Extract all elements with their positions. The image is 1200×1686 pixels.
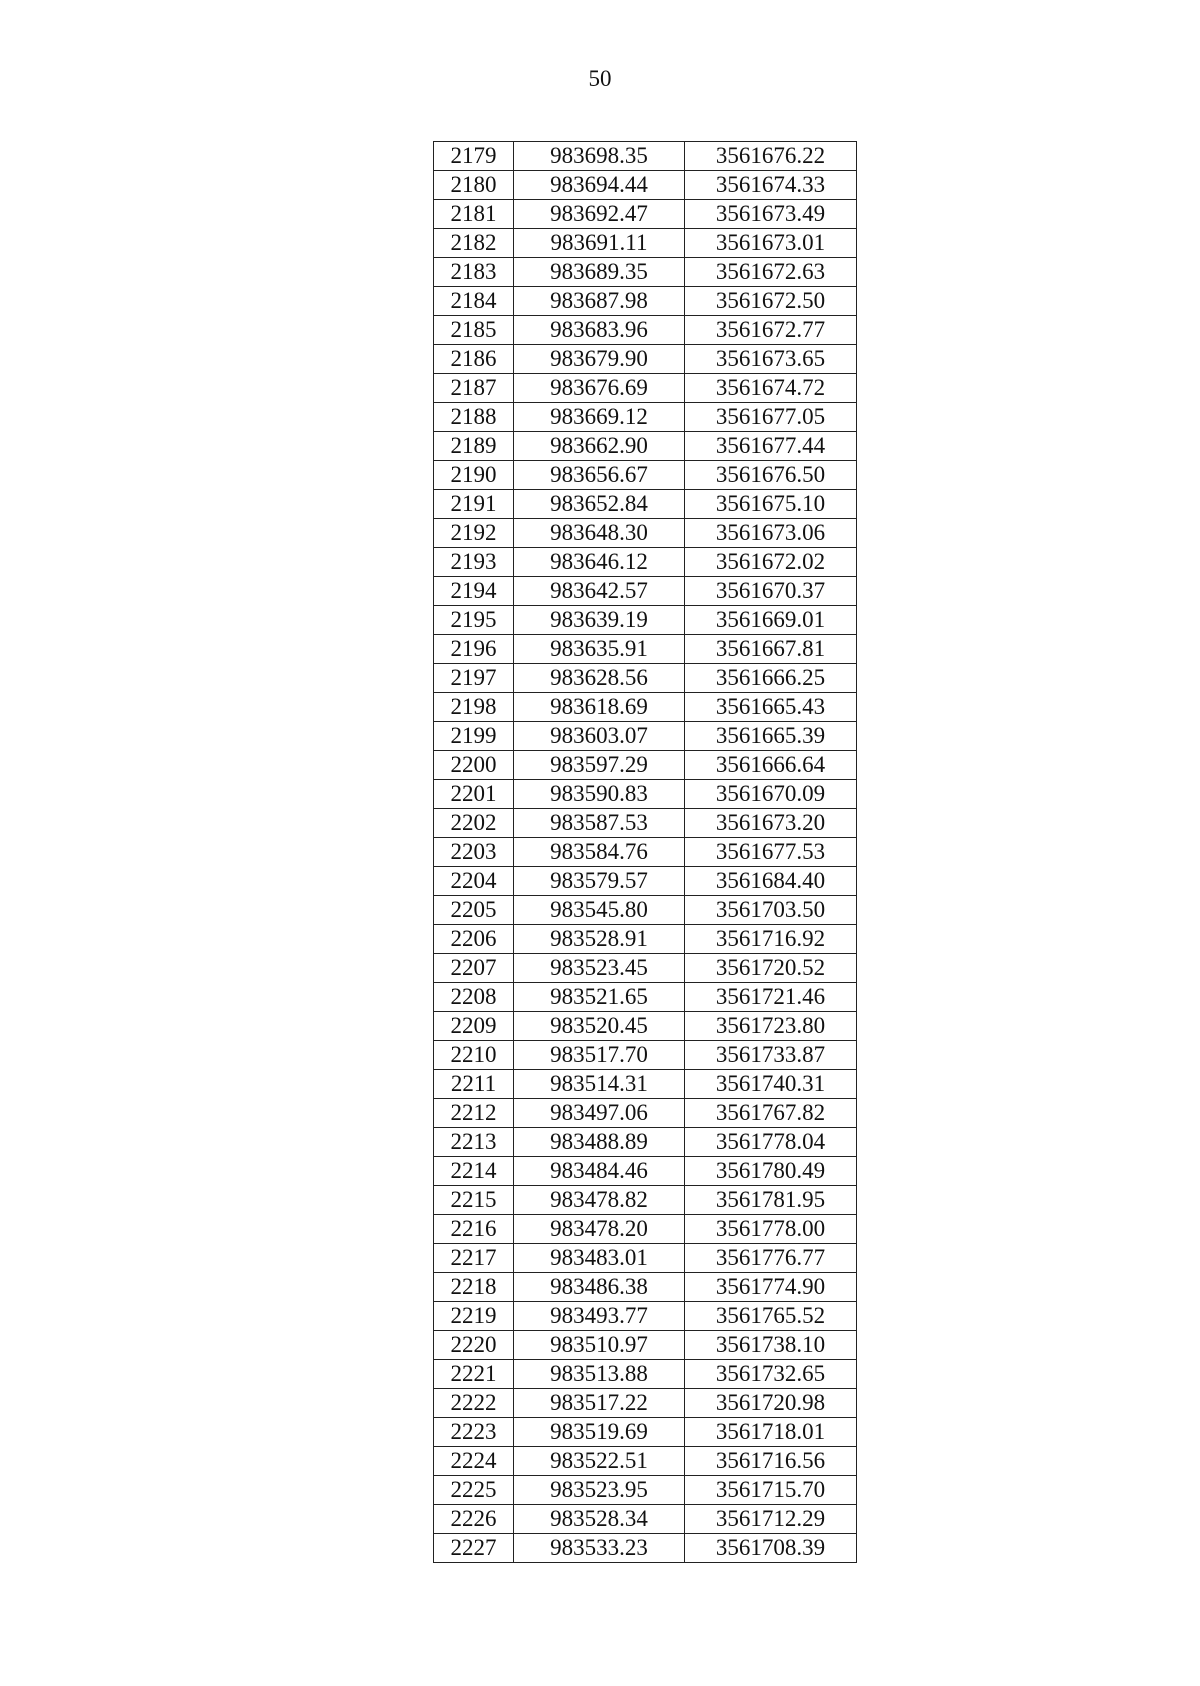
point-number-cell: 2180	[434, 171, 514, 200]
y-coordinate-cell: 3561677.53	[685, 838, 857, 867]
y-coordinate-cell: 3561712.29	[685, 1505, 857, 1534]
table-row	[434, 374, 857, 403]
table-row	[434, 229, 857, 258]
table-row	[434, 1476, 857, 1505]
table-row	[434, 1244, 857, 1273]
point-number-cell: 2193	[434, 548, 514, 577]
point-number-cell: 2216	[434, 1215, 514, 1244]
y-coordinate-cell: 3561670.09	[685, 780, 857, 809]
point-number-cell: 2224	[434, 1447, 514, 1476]
y-coordinate-cell: 3561720.98	[685, 1389, 857, 1418]
x-coordinate-cell: 983517.22	[514, 1389, 685, 1418]
x-coordinate-cell: 983687.98	[514, 287, 685, 316]
y-coordinate-cell: 3561738.10	[685, 1331, 857, 1360]
y-coordinate-cell: 3561765.52	[685, 1302, 857, 1331]
point-number-cell: 2190	[434, 461, 514, 490]
y-coordinate-cell: 3561665.39	[685, 722, 857, 751]
y-coordinate-cell: 3561672.63	[685, 258, 857, 287]
x-coordinate-cell: 983691.11	[514, 229, 685, 258]
point-number-cell: 2197	[434, 664, 514, 693]
point-number-cell: 2202	[434, 809, 514, 838]
y-coordinate-cell: 3561708.39	[685, 1534, 857, 1563]
table-row	[434, 1302, 857, 1331]
y-coordinate-cell: 3561673.06	[685, 519, 857, 548]
table-row	[434, 693, 857, 722]
table-row	[434, 722, 857, 751]
table-row	[434, 1331, 857, 1360]
y-coordinate-cell: 3561684.40	[685, 867, 857, 896]
table-row	[434, 1447, 857, 1476]
y-coordinate-cell: 3561672.02	[685, 548, 857, 577]
x-coordinate-cell: 983533.23	[514, 1534, 685, 1563]
table-row	[434, 664, 857, 693]
table-row	[434, 432, 857, 461]
point-number-cell: 2206	[434, 925, 514, 954]
x-coordinate-cell: 983519.69	[514, 1418, 685, 1447]
y-coordinate-cell: 3561781.95	[685, 1186, 857, 1215]
x-coordinate-cell: 983514.31	[514, 1070, 685, 1099]
point-number-cell: 2204	[434, 867, 514, 896]
y-coordinate-cell: 3561673.01	[685, 229, 857, 258]
point-number-cell: 2187	[434, 374, 514, 403]
y-coordinate-cell: 3561666.25	[685, 664, 857, 693]
table-row	[434, 983, 857, 1012]
x-coordinate-cell: 983497.06	[514, 1099, 685, 1128]
point-number-cell: 2210	[434, 1041, 514, 1070]
x-coordinate-cell: 983517.70	[514, 1041, 685, 1070]
y-coordinate-cell: 3561675.10	[685, 490, 857, 519]
x-coordinate-cell: 983493.77	[514, 1302, 685, 1331]
x-coordinate-cell: 983669.12	[514, 403, 685, 432]
x-coordinate-cell: 983521.65	[514, 983, 685, 1012]
point-number-cell: 2209	[434, 1012, 514, 1041]
x-coordinate-cell: 983698.35	[514, 142, 685, 171]
point-number-cell: 2215	[434, 1186, 514, 1215]
y-coordinate-cell: 3561740.31	[685, 1070, 857, 1099]
y-coordinate-cell: 3561716.92	[685, 925, 857, 954]
table-row	[434, 258, 857, 287]
table-row	[434, 316, 857, 345]
x-coordinate-cell: 983662.90	[514, 432, 685, 461]
point-number-cell: 2226	[434, 1505, 514, 1534]
x-coordinate-cell: 983679.90	[514, 345, 685, 374]
table-row	[434, 1215, 857, 1244]
y-coordinate-cell: 3561667.81	[685, 635, 857, 664]
table-row	[434, 1534, 857, 1563]
table-row	[434, 1389, 857, 1418]
table-row	[434, 1012, 857, 1041]
table-row	[434, 1128, 857, 1157]
x-coordinate-cell: 983584.76	[514, 838, 685, 867]
y-coordinate-cell: 3561676.50	[685, 461, 857, 490]
point-number-cell: 2222	[434, 1389, 514, 1418]
y-coordinate-cell: 3561723.80	[685, 1012, 857, 1041]
point-number-cell: 2213	[434, 1128, 514, 1157]
table-row	[434, 490, 857, 519]
y-coordinate-cell: 3561673.65	[685, 345, 857, 374]
y-coordinate-cell: 3561674.72	[685, 374, 857, 403]
y-coordinate-cell: 3561672.77	[685, 316, 857, 345]
y-coordinate-cell: 3561776.77	[685, 1244, 857, 1273]
table-row	[434, 1360, 857, 1389]
point-number-cell: 2183	[434, 258, 514, 287]
point-number-cell: 2201	[434, 780, 514, 809]
y-coordinate-cell: 3561732.65	[685, 1360, 857, 1389]
table-row	[434, 809, 857, 838]
point-number-cell: 2192	[434, 519, 514, 548]
table-row	[434, 1273, 857, 1302]
table-row	[434, 171, 857, 200]
point-number-cell: 2194	[434, 577, 514, 606]
point-number-cell: 2200	[434, 751, 514, 780]
table-row	[434, 954, 857, 983]
x-coordinate-cell: 983528.34	[514, 1505, 685, 1534]
x-coordinate-cell: 983523.45	[514, 954, 685, 983]
x-coordinate-cell: 983513.88	[514, 1360, 685, 1389]
table-row	[434, 1041, 857, 1070]
x-coordinate-cell: 983520.45	[514, 1012, 685, 1041]
x-coordinate-cell: 983635.91	[514, 635, 685, 664]
x-coordinate-cell: 983639.19	[514, 606, 685, 635]
y-coordinate-cell: 3561673.49	[685, 200, 857, 229]
table-row	[434, 1186, 857, 1215]
x-coordinate-cell: 983656.67	[514, 461, 685, 490]
point-number-cell: 2198	[434, 693, 514, 722]
table-row	[434, 838, 857, 867]
x-coordinate-cell: 983486.38	[514, 1273, 685, 1302]
x-coordinate-cell: 983510.97	[514, 1331, 685, 1360]
point-number-cell: 2218	[434, 1273, 514, 1302]
y-coordinate-cell: 3561767.82	[685, 1099, 857, 1128]
point-number-cell: 2208	[434, 983, 514, 1012]
point-number-cell: 2181	[434, 200, 514, 229]
point-number-cell: 2207	[434, 954, 514, 983]
point-number-cell: 2185	[434, 316, 514, 345]
y-coordinate-cell: 3561669.01	[685, 606, 857, 635]
y-coordinate-cell: 3561778.00	[685, 1215, 857, 1244]
table-row	[434, 142, 857, 171]
x-coordinate-cell: 983648.30	[514, 519, 685, 548]
table-row	[434, 200, 857, 229]
point-number-cell: 2196	[434, 635, 514, 664]
table-row	[434, 635, 857, 664]
point-number-cell: 2212	[434, 1099, 514, 1128]
table-row	[434, 896, 857, 925]
point-number-cell: 2223	[434, 1418, 514, 1447]
coordinates-table-body	[434, 142, 857, 1563]
table-row	[434, 867, 857, 896]
point-number-cell: 2195	[434, 606, 514, 635]
table-row	[434, 780, 857, 809]
table-row	[434, 1070, 857, 1099]
y-coordinate-cell: 3561715.70	[685, 1476, 857, 1505]
point-number-cell: 2225	[434, 1476, 514, 1505]
point-number-cell: 2211	[434, 1070, 514, 1099]
x-coordinate-cell: 983523.95	[514, 1476, 685, 1505]
x-coordinate-cell: 983689.35	[514, 258, 685, 287]
y-coordinate-cell: 3561674.33	[685, 171, 857, 200]
x-coordinate-cell: 983528.91	[514, 925, 685, 954]
point-number-cell: 2199	[434, 722, 514, 751]
x-coordinate-cell: 983522.51	[514, 1447, 685, 1476]
point-number-cell: 2189	[434, 432, 514, 461]
x-coordinate-cell: 983652.84	[514, 490, 685, 519]
table-row	[434, 287, 857, 316]
y-coordinate-cell: 3561666.64	[685, 751, 857, 780]
table-row	[434, 606, 857, 635]
point-number-cell: 2188	[434, 403, 514, 432]
point-number-cell: 2220	[434, 1331, 514, 1360]
table-row	[434, 345, 857, 374]
x-coordinate-cell: 983587.53	[514, 809, 685, 838]
x-coordinate-cell: 983478.20	[514, 1215, 685, 1244]
table-row	[434, 1418, 857, 1447]
coordinates-table	[433, 141, 857, 1563]
table-row	[434, 925, 857, 954]
y-coordinate-cell: 3561703.50	[685, 896, 857, 925]
y-coordinate-cell: 3561677.44	[685, 432, 857, 461]
y-coordinate-cell: 3561670.37	[685, 577, 857, 606]
x-coordinate-cell: 983590.83	[514, 780, 685, 809]
x-coordinate-cell: 983628.56	[514, 664, 685, 693]
x-coordinate-cell: 983597.29	[514, 751, 685, 780]
point-number-cell: 2221	[434, 1360, 514, 1389]
point-number-cell: 2219	[434, 1302, 514, 1331]
point-number-cell: 2227	[434, 1534, 514, 1563]
y-coordinate-cell: 3561718.01	[685, 1418, 857, 1447]
point-number-cell: 2214	[434, 1157, 514, 1186]
table-row	[434, 548, 857, 577]
point-number-cell: 2205	[434, 896, 514, 925]
y-coordinate-cell: 3561778.04	[685, 1128, 857, 1157]
y-coordinate-cell: 3561733.87	[685, 1041, 857, 1070]
x-coordinate-cell: 983484.46	[514, 1157, 685, 1186]
y-coordinate-cell: 3561672.50	[685, 287, 857, 316]
table-row	[434, 577, 857, 606]
y-coordinate-cell: 3561721.46	[685, 983, 857, 1012]
point-number-cell: 2186	[434, 345, 514, 374]
table-row	[434, 1157, 857, 1186]
x-coordinate-cell: 983488.89	[514, 1128, 685, 1157]
x-coordinate-cell: 983676.69	[514, 374, 685, 403]
y-coordinate-cell: 3561673.20	[685, 809, 857, 838]
y-coordinate-cell: 3561676.22	[685, 142, 857, 171]
x-coordinate-cell: 983478.82	[514, 1186, 685, 1215]
x-coordinate-cell: 983692.47	[514, 200, 685, 229]
x-coordinate-cell: 983694.44	[514, 171, 685, 200]
y-coordinate-cell: 3561774.90	[685, 1273, 857, 1302]
x-coordinate-cell: 983545.80	[514, 896, 685, 925]
point-number-cell: 2179	[434, 142, 514, 171]
x-coordinate-cell: 983579.57	[514, 867, 685, 896]
y-coordinate-cell: 3561716.56	[685, 1447, 857, 1476]
x-coordinate-cell: 983603.07	[514, 722, 685, 751]
point-number-cell: 2184	[434, 287, 514, 316]
y-coordinate-cell: 3561665.43	[685, 693, 857, 722]
table-row	[434, 751, 857, 780]
table-row	[434, 461, 857, 490]
table-row	[434, 1099, 857, 1128]
x-coordinate-cell: 983642.57	[514, 577, 685, 606]
table-row	[434, 1505, 857, 1534]
x-coordinate-cell: 983646.12	[514, 548, 685, 577]
y-coordinate-cell: 3561780.49	[685, 1157, 857, 1186]
point-number-cell: 2217	[434, 1244, 514, 1273]
table-row	[434, 519, 857, 548]
point-number-cell: 2203	[434, 838, 514, 867]
x-coordinate-cell: 983683.96	[514, 316, 685, 345]
point-number-cell: 2182	[434, 229, 514, 258]
y-coordinate-cell: 3561720.52	[685, 954, 857, 983]
page-number: 50	[588, 66, 612, 91]
x-coordinate-cell: 983618.69	[514, 693, 685, 722]
point-number-cell: 2191	[434, 490, 514, 519]
y-coordinate-cell: 3561677.05	[685, 403, 857, 432]
table-row	[434, 403, 857, 432]
x-coordinate-cell: 983483.01	[514, 1244, 685, 1273]
